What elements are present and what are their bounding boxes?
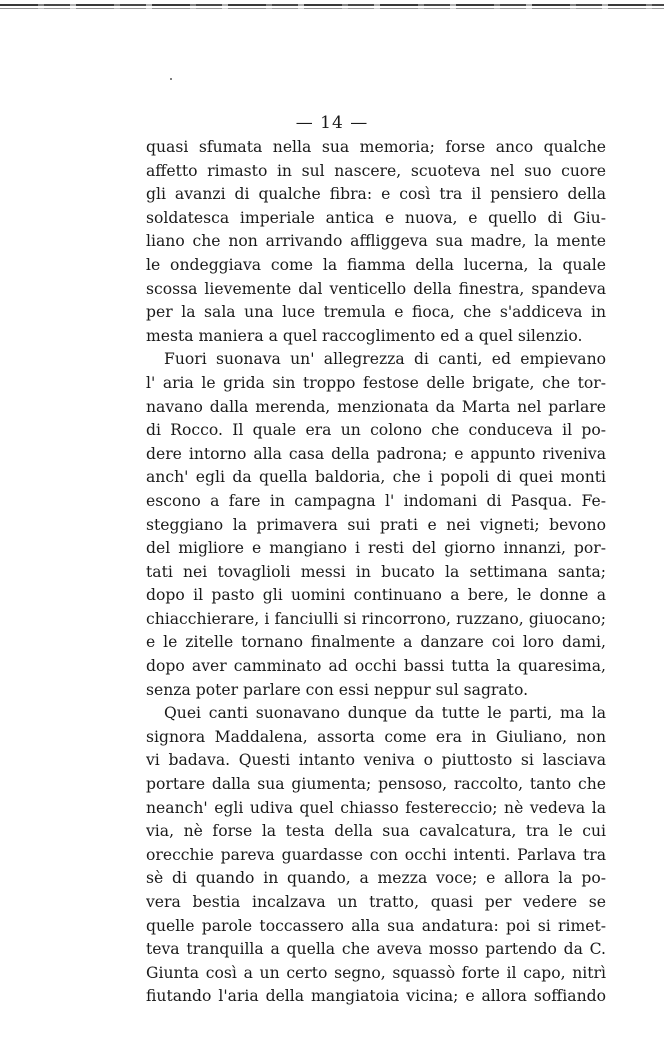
- text-line: del migliore e mangiano i resti del giorno innanzi, por-: [146, 539, 606, 558]
- text-line: neanch' egli udiva quel chiasso festereccio; nè vedeva la: [146, 798, 606, 817]
- text-line: dopo aver camminato ad occhi bassi tutta la quaresima,: [146, 657, 606, 676]
- text-line: vi badava. Questi intanto veniva o piuttosto si lasciava: [146, 751, 606, 770]
- text-line: fiutando l'aria della mangiatoia vicina; e allora soffiando: [146, 987, 606, 1006]
- text-line: per la sala una luce tremula e fioca, che s'addiceva in: [146, 303, 606, 322]
- text-line: e le zitelle tornano finalmente a danzare coi loro dami,: [146, 633, 606, 652]
- text-line: di Rocco. Il quale era un colono che conduceva il po-: [146, 421, 606, 440]
- text-line: mesta maniera a quel raccoglimento ed a quel silenzio.: [146, 326, 583, 345]
- page-number: — 14 —: [295, 113, 369, 133]
- text-line: steggiano la primavera sui prati e nei vigneti; bevono: [146, 515, 606, 534]
- text-line: quasi sfumata nella sua memoria; forse anco qualche: [146, 138, 606, 156]
- text-line: l' aria le grida sin troppo festose delle brigate, che tor-: [146, 373, 606, 392]
- text-line: signora Maddalena, assorta come era in Giuliano, non: [146, 727, 606, 746]
- text-line: Fuori suonava un' allegrezza di canti, ed empievano: [164, 350, 606, 369]
- text-line: tati nei tovaglioli messi in bucato la settimana santa;: [146, 562, 606, 581]
- text-line: le ondeggiava come la fiamma della lucerna, la quale: [146, 255, 606, 274]
- paper-speck: [170, 78, 172, 80]
- text-line: vera bestia incalzava un tratto, quasi per vedere se: [146, 893, 606, 911]
- text-line: portare dalla sua giumenta; pensoso, raccolto, tanto che: [146, 775, 606, 794]
- text-line: via, nè forse la testa della sua cavalcatura, tra le cui: [146, 822, 606, 841]
- text-line: escono a fare in campagna l' indomani di Pasqua. Fe-: [146, 491, 606, 510]
- text-line: gli avanzi di qualche fibra: e così tra il pensiero della: [146, 185, 606, 204]
- text-line: dopo il pasto gli uomini continuano a bere, le donne a: [146, 586, 606, 605]
- text-line: chiacchierare, i fanciulli si rincorrono, ruzzano, giuocano;: [146, 609, 606, 628]
- scan-edge-line: [0, 8, 664, 9]
- text-line: scossa lievemente dal venticello della finestra, spandeva: [146, 279, 606, 298]
- text-line: affetto rimasto in sul nascere, scuoteva nel suo cuore: [146, 161, 606, 180]
- text-line: Giunta così a un certo segno, squassò forte il capo, nitrì: [146, 963, 606, 982]
- text-line: liano che non arrivando affliggeva sua madre, la mente: [146, 232, 606, 251]
- text-line: navano dalla merenda, menzionata da Marta nel parlare: [146, 397, 606, 416]
- text-line: quelle parole toccassero alla sua andatura: poi si rimet-: [146, 916, 606, 935]
- text-line: anch' egli da quella baldoria, che i popoli di quei monti: [146, 468, 606, 487]
- text-line: senza poter parlare con essi neppur sul sagrato.: [146, 680, 529, 699]
- text-line: teva tranquilla a quella che aveva mosso partendo da C.: [146, 940, 606, 959]
- text-line: Quei canti suonavano dunque da tutte le parti, ma la: [164, 704, 606, 723]
- text-line: dere intorno alla casa della padrona; e appunto riveniva: [146, 444, 606, 463]
- scan-edge-artifact: [0, 0, 664, 14]
- scan-edge-line: [0, 4, 664, 6]
- body-text: [146, 136, 606, 1009]
- text-line: sè di quando in quando, a mezza voce; e allora la po-: [146, 869, 606, 888]
- text-line: soldatesca imperiale antica e nuova, e quello di Giu-: [146, 208, 606, 227]
- text-line: orecchie pareva guardasse con occhi intenti. Parlava tra: [146, 845, 606, 864]
